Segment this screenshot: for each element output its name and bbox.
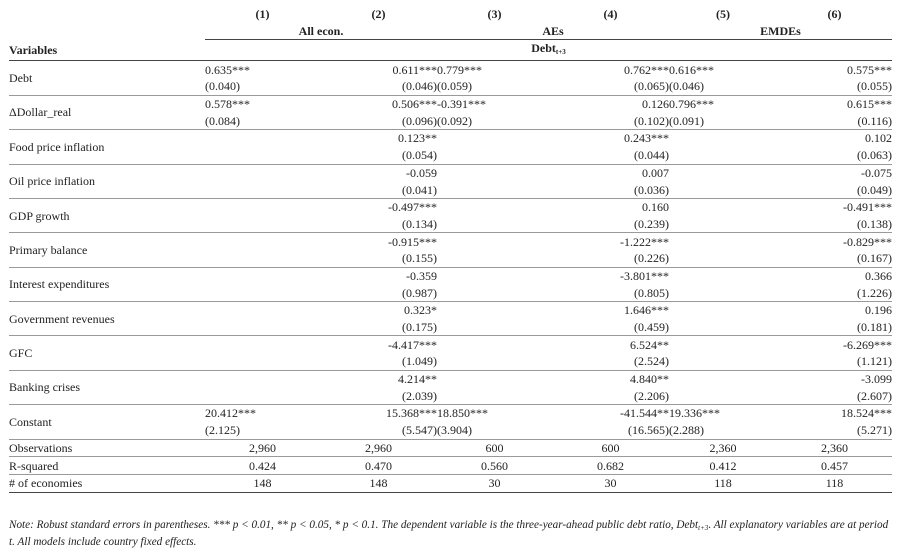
coefficient-cell: 15.368***	[320, 405, 437, 422]
column-number: (6)	[827, 7, 842, 22]
statistic-value: 0.424	[205, 457, 320, 475]
column-number: (5)	[716, 7, 730, 22]
coefficient-cell: 19.336***	[669, 405, 777, 422]
column-number: (3)	[487, 7, 502, 22]
standard-error-cell: (0.116)	[857, 113, 892, 128]
coefficient-row	[9, 233, 892, 250]
statistic-value: 2,360	[669, 439, 777, 457]
coefficient-row	[9, 267, 892, 284]
coefficient-cell: 0.123**	[320, 130, 437, 147]
standard-error-cell	[205, 250, 320, 267]
row-label: Food price inflation	[9, 130, 205, 164]
standard-error-cell: (0.063)	[857, 148, 892, 163]
standard-error-cell	[437, 216, 552, 233]
standard-error-cell	[437, 387, 552, 404]
standard-error-cell: (0.987)	[402, 285, 437, 300]
standard-error-cell: (2.039)	[402, 388, 437, 403]
coefficient-row	[9, 130, 892, 147]
standard-error-cell: (0.036)	[634, 182, 669, 197]
standard-error-cell: (0.054)	[402, 148, 437, 163]
standard-error-cell: (0.102)	[634, 113, 669, 128]
coefficient-cell	[205, 198, 320, 215]
standard-error-cell: (0.092)	[437, 113, 472, 128]
coefficient-cell	[205, 233, 320, 250]
coefficient-cell	[437, 267, 552, 284]
coefficient-cell: -3.099	[777, 370, 892, 387]
standard-error-cell: (0.155)	[402, 251, 437, 266]
coefficient-cell: 0.616***	[669, 61, 777, 78]
standard-error-cell	[669, 250, 777, 267]
standard-error-cell	[669, 147, 777, 164]
coefficient-cell: 0.160	[552, 198, 669, 215]
standard-error-cell: (0.046)	[402, 79, 437, 94]
coefficient-cell: 20.412***	[205, 405, 320, 422]
note-tail: . All explanatory variables are at period t. All models include country fixed effects.	[9, 519, 889, 548]
standard-error-cell: (5.547)	[402, 423, 437, 438]
coefficient-cell: 18.524***	[777, 405, 892, 422]
column-number-row	[9, 6, 892, 23]
coefficient-cell	[205, 267, 320, 284]
standard-error-cell: (0.096)	[402, 113, 437, 128]
coefficient-cell	[437, 198, 552, 215]
standard-error-cell	[205, 353, 320, 370]
note-dep-var-subscript: t+3	[698, 524, 709, 532]
standard-error-cell	[437, 353, 552, 370]
standard-error-cell: (0.459)	[634, 320, 669, 335]
coefficient-cell	[437, 336, 552, 353]
statistic-value: 0.412	[669, 457, 777, 475]
row-label: GDP growth	[9, 198, 205, 232]
standard-error-cell: (1.049)	[402, 354, 437, 369]
standard-error-cell: (3.904)	[437, 423, 472, 438]
standard-error-cell	[437, 181, 552, 198]
coefficient-cell	[669, 267, 777, 284]
statistic-value: 2,360	[777, 439, 892, 457]
standard-error-cell: (0.059)	[437, 79, 472, 94]
coefficient-cell	[669, 302, 777, 319]
statistics-row	[9, 474, 892, 492]
statistic-label: R-squared	[9, 457, 205, 475]
row-label: Government revenues	[9, 302, 205, 336]
standard-error-cell: (16.565)	[628, 423, 669, 438]
row-label: Banking crises	[9, 370, 205, 404]
standard-error-cell	[205, 387, 320, 404]
standard-error-cell: (0.805)	[634, 285, 669, 300]
coefficient-cell: 0.615***	[777, 95, 892, 112]
coefficient-row	[9, 95, 892, 112]
dep-var-subscript: t+3	[555, 48, 566, 57]
statistic-value: 118	[669, 474, 777, 492]
coefficient-cell	[669, 336, 777, 353]
standard-error-cell	[205, 181, 320, 198]
standard-error-cell: (0.239)	[634, 216, 669, 231]
coefficient-cell	[205, 370, 320, 387]
standard-error-cell: (0.091)	[669, 113, 704, 128]
coefficient-cell: 6.524**	[552, 336, 669, 353]
standard-error-cell: (2.288)	[669, 423, 704, 438]
standard-error-cell	[205, 147, 320, 164]
coefficient-cell: 0.102	[777, 130, 892, 147]
standard-error-cell	[669, 387, 777, 404]
standard-error-cell: (2.206)	[634, 388, 669, 403]
coefficient-cell: 0.611***	[320, 61, 437, 78]
coefficient-cell: -0.359	[320, 267, 437, 284]
coefficient-row	[9, 61, 892, 78]
coefficient-cell: -1.222***	[552, 233, 669, 250]
group-header-emdes: EMDEs	[669, 23, 892, 40]
coefficient-cell	[669, 233, 777, 250]
variables-header-row	[9, 40, 892, 61]
coefficient-cell	[205, 130, 320, 147]
statistic-value: 0.470	[320, 457, 437, 475]
coefficient-cell: 4.214**	[320, 370, 437, 387]
standard-error-cell: (0.181)	[857, 320, 892, 335]
coefficient-cell	[437, 302, 552, 319]
standard-error-cell: (2.125)	[205, 423, 240, 438]
standard-error-cell: (0.046)	[669, 79, 704, 94]
coefficient-cell: 0.506***	[320, 95, 437, 112]
standard-error-cell	[205, 319, 320, 336]
group-header-aes: AEs	[437, 23, 669, 40]
standard-error-cell: (0.226)	[634, 251, 669, 266]
coefficient-cell	[205, 336, 320, 353]
coefficient-cell	[669, 130, 777, 147]
statistic-label: Observations	[9, 439, 205, 457]
row-label: Primary balance	[9, 233, 205, 267]
standard-error-cell	[669, 216, 777, 233]
standard-error-cell: (0.175)	[402, 320, 437, 335]
statistic-value: 148	[205, 474, 320, 492]
coefficient-cell: 0.796***	[669, 95, 777, 112]
standard-error-cell: (0.055)	[857, 79, 892, 94]
dependent-variable-header	[205, 40, 892, 61]
coefficient-row	[9, 405, 892, 422]
coefficient-cell: -0.497***	[320, 198, 437, 215]
statistic-value: 30	[437, 474, 552, 492]
coefficient-cell: 0.243***	[552, 130, 669, 147]
standard-error-cell: (2.524)	[634, 354, 669, 369]
standard-error-cell: (0.041)	[402, 182, 437, 197]
standard-error-cell	[669, 181, 777, 198]
column-number: (2)	[371, 7, 386, 22]
coefficient-cell: 0.779***	[437, 61, 552, 78]
standard-error-cell	[669, 284, 777, 301]
coefficient-cell: -4.417***	[320, 336, 437, 353]
column-number: (4)	[603, 7, 618, 22]
coefficient-cell: 0.578***	[205, 95, 320, 112]
empty-header-cell	[9, 6, 205, 23]
standard-error-cell	[669, 353, 777, 370]
coefficient-row	[9, 370, 892, 387]
standard-error-cell: (2.607)	[857, 388, 892, 403]
variables-label: Variables	[9, 40, 205, 61]
standard-error-cell: (0.138)	[857, 216, 892, 231]
standard-error-cell	[437, 319, 552, 336]
standard-error-cell: (0.134)	[402, 216, 437, 231]
row-label: Interest expenditures	[9, 267, 205, 301]
coefficient-cell: -0.491***	[777, 198, 892, 215]
coefficient-cell: -0.075	[777, 164, 892, 181]
note-text: Note: Robust standard errors in parentheses. *** p < 0.01, ** p < 0.05, * p < 0.1. The dependent variable is the three-year-ahead public debt ratio,	[9, 519, 677, 531]
coefficient-cell	[437, 233, 552, 250]
coefficient-cell: 0.762***	[552, 61, 669, 78]
standard-error-cell: (0.084)	[205, 113, 240, 128]
coefficient-cell: 1.646***	[552, 302, 669, 319]
group-header-all-econ: All econ.	[205, 23, 437, 40]
coefficient-cell: -41.544**	[552, 405, 669, 422]
dep-var-name: Debt	[531, 41, 556, 56]
statistics-row	[9, 439, 892, 457]
coefficient-cell	[437, 370, 552, 387]
coefficient-cell: 0.366	[777, 267, 892, 284]
coefficient-cell: -0.059	[320, 164, 437, 181]
coefficient-cell: 0.126	[552, 95, 669, 112]
statistic-value: 2,960	[320, 439, 437, 457]
coefficient-cell: 18.850***	[437, 405, 552, 422]
statistic-value: 2,960	[205, 439, 320, 457]
statistics-row	[9, 457, 892, 475]
standard-error-cell: (5.271)	[857, 423, 892, 438]
standard-error-cell	[669, 319, 777, 336]
standard-error-cell: (0.065)	[634, 79, 669, 94]
coefficient-cell	[437, 130, 552, 147]
coefficient-cell	[669, 164, 777, 181]
standard-error-cell	[205, 216, 320, 233]
group-header-row	[9, 23, 892, 40]
standard-error-cell	[437, 250, 552, 267]
coefficient-cell: 0.635***	[205, 61, 320, 78]
coefficient-cell: 4.840**	[552, 370, 669, 387]
coefficient-cell: 0.575***	[777, 61, 892, 78]
coefficient-cell	[669, 370, 777, 387]
coefficient-row	[9, 198, 892, 215]
statistic-value: 30	[552, 474, 669, 492]
statistic-value: 148	[320, 474, 437, 492]
coefficient-cell: -0.391***	[437, 95, 552, 112]
coefficient-cell: -6.269***	[777, 336, 892, 353]
standard-error-cell: (1.226)	[857, 285, 892, 300]
coefficient-cell: 0.007	[552, 164, 669, 181]
coefficient-row	[9, 302, 892, 319]
note-dep-var: Debt	[676, 519, 699, 531]
column-number: (1)	[255, 7, 270, 22]
standard-error-cell: (0.044)	[634, 148, 669, 163]
row-label: GFC	[9, 336, 205, 370]
coefficient-cell: 0.196	[777, 302, 892, 319]
standard-error-cell: (0.167)	[857, 251, 892, 266]
row-label: Constant	[9, 405, 205, 439]
standard-error-cell: (1.121)	[857, 354, 892, 369]
row-label: ΔDollar_real	[9, 95, 205, 129]
statistic-value: 0.457	[777, 457, 892, 475]
statistic-value: 600	[552, 439, 669, 457]
regression-table	[9, 6, 892, 493]
coefficient-cell: -3.801***	[552, 267, 669, 284]
coefficient-row	[9, 164, 892, 181]
coefficient-cell: 0.323*	[320, 302, 437, 319]
standard-error-cell	[437, 147, 552, 164]
statistic-value: 0.682	[552, 457, 669, 475]
empty-header-cell	[9, 23, 205, 40]
row-label: Oil price inflation	[9, 164, 205, 198]
coefficient-row	[9, 336, 892, 353]
standard-error-cell	[437, 284, 552, 301]
coefficient-cell	[669, 198, 777, 215]
table-note	[9, 518, 892, 549]
standard-error-cell: (0.049)	[857, 182, 892, 197]
standard-error-cell: (0.040)	[205, 79, 240, 94]
coefficient-cell	[437, 164, 552, 181]
coefficient-cell: -0.829***	[777, 233, 892, 250]
statistic-value: 600	[437, 439, 552, 457]
row-label: Debt	[9, 61, 205, 95]
coefficient-cell: -0.915***	[320, 233, 437, 250]
statistic-value: 118	[777, 474, 892, 492]
coefficient-cell	[205, 164, 320, 181]
table-body	[9, 6, 892, 492]
statistic-label: # of economies	[9, 474, 205, 492]
coefficient-cell	[205, 302, 320, 319]
standard-error-cell	[205, 284, 320, 301]
statistic-value: 0.560	[437, 457, 552, 475]
